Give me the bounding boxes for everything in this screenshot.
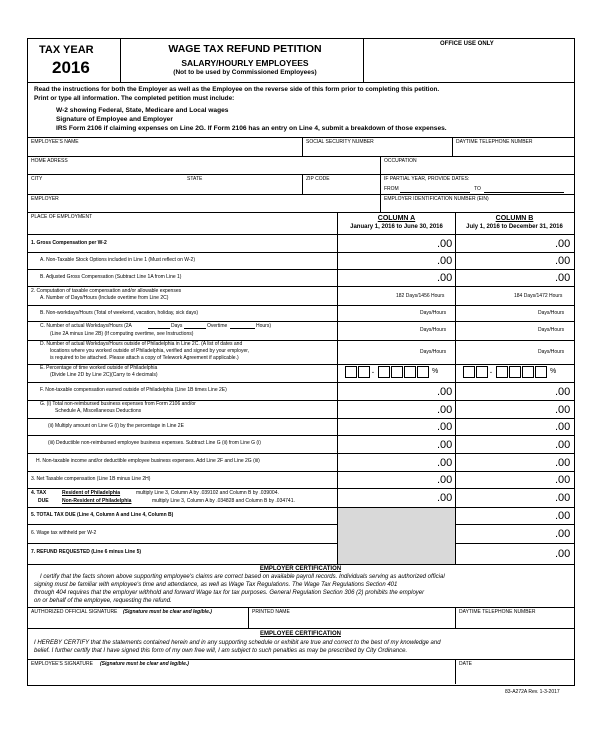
city-field[interactable] [28, 175, 178, 193]
form-frame [27, 38, 575, 686]
line-1a-col-b[interactable]: .00 [555, 255, 571, 267]
line-2gii-col-b[interactable]: .00 [555, 421, 571, 433]
line-2b-col-a[interactable]: Days/Hours [420, 310, 447, 316]
line-1b-col-a[interactable]: .00 [437, 272, 453, 284]
line-4-col-a[interactable]: .00 [437, 492, 453, 504]
header-divider-right [363, 38, 364, 82]
line-3-label: 3. Net Taxable compensation (Line 1B minus Line 2H) [31, 476, 151, 482]
line-1-col-a[interactable]: .00 [437, 238, 453, 250]
line-2d-col-b[interactable]: Days/Hours [538, 349, 565, 355]
column-b-dates: July 1, 2016 to December 31, 2016 [466, 224, 563, 230]
form-note: (Not to be used by Commissioned Employees) [173, 69, 317, 76]
employer-cert-text-1: I certify that the facts shown above supporting employee's claims are correct based on available payroll records. Individuals serving as authorized official [40, 574, 445, 580]
form-title: WAGE TAX REFUND PETITION [168, 43, 322, 55]
line-3-col-b[interactable]: .00 [555, 474, 571, 486]
line-2gii-col-a[interactable]: .00 [437, 421, 453, 433]
line-2b-col-b[interactable]: Days/Hours [538, 310, 565, 316]
line-2-label: 2. Computation of taxable compensation and/or allowable expenses [31, 288, 182, 294]
ssn-label: SOCIAL SECURITY NUMBER [306, 139, 374, 145]
pct-b-box-2[interactable] [476, 366, 488, 378]
line-1a-label: A. Non-Taxable Stock Options included in Line 1 (Must reflect on W-2) [40, 257, 195, 263]
to-date-input[interactable] [484, 184, 564, 193]
line-2h-col-b[interactable]: .00 [555, 457, 571, 469]
employer-cert-text-4: on or behalf of the employee, requesting the refund. [34, 598, 172, 604]
line-4-col-b[interactable]: .00 [555, 492, 571, 504]
zip-field[interactable] [303, 175, 379, 193]
line-4-due-label: DUE [38, 498, 49, 504]
employer-signature-note: (Signature must be clear and legible.) [123, 609, 212, 615]
line-2c-hours-label: Hours) [256, 323, 272, 329]
pct-a-box-3[interactable] [378, 366, 390, 378]
line-2h-label: H. Non-taxable income and/or deductible employee business expenses. Add Line 2F and Line 2G (iii) [36, 458, 260, 464]
line-2b-label: B. Non-workdays/Hours (Total of weekend, vacation, holiday, sick days) [40, 310, 199, 316]
employer-field[interactable] [28, 195, 379, 211]
employee-signature-note: (Signature must be clear and legible.) [100, 661, 189, 667]
employer-cert-text-2: signing must be familiar with employee's time and attendance, as well as Wage Tax Regulations. The Wage Tax Regulations Section 401 [34, 582, 398, 588]
header-bottom-rule [27, 82, 574, 83]
line-2f-col-b[interactable]: .00 [555, 386, 571, 398]
tax-year-label: TAX YEAR [39, 44, 94, 56]
line-2c-days-label: Days [171, 323, 183, 329]
employer-signature-field[interactable] [28, 608, 247, 627]
occupation-field[interactable] [381, 157, 572, 173]
zip-label: ZIP CODE [306, 176, 330, 182]
instructions-line2: Print or type all information. The completed petition must include: [34, 95, 235, 102]
employer-phone-label: DAYTIME TELEPHONE NUMBER [459, 609, 536, 615]
column-a-dates: January 1, 2016 to June 30, 2016 [350, 224, 443, 230]
pct-b-box-5[interactable] [522, 366, 534, 378]
employee-cert-title: EMPLOYEE CERTIFICATION [260, 631, 341, 637]
city-label: CITY [31, 176, 43, 182]
instructions-item3: IRS Form 2106 if claiming expenses on Line 2G. If Form 2106 has an entry on Line 4, submit a breakdown of those expenses. [56, 125, 447, 132]
line-2a-label: A. Number of Days/Hours (Include overtime from Line 2C) [40, 295, 169, 301]
line-1b-label: B. Adjusted Gross Compensation (Subtract Line 1A from Line 1) [40, 274, 182, 280]
pct-a-box-2[interactable] [358, 366, 370, 378]
column-b-title: COLUMN B [495, 215, 534, 222]
printed-name-label: PRINTED NAME [252, 609, 290, 615]
pct-b-box-1[interactable] [463, 366, 475, 378]
instructions-line1: Read the instructions for both the Employer as well as the Employee on the reverse side of this form prior to completing this petition. [34, 86, 440, 93]
state-label: STATE [187, 176, 203, 182]
line-1b-col-b[interactable]: .00 [555, 272, 571, 284]
line-2c-note: (Line 2A minus Line 2B) (If computing overtime, see Instructions) [50, 331, 194, 337]
place-of-employment-label: PLACE OF EMPLOYMENT [31, 214, 93, 220]
tax-year-value: 2016 [52, 58, 90, 77]
employee-cert-text-1: I HEREBY CERTIFY that the statements contained herein and in any supporting schedule or exhibit are true and correct to the best of my knowledge and [34, 640, 441, 646]
home-address-field[interactable] [28, 157, 379, 173]
line-4-tax-label: 4. TAX [31, 490, 47, 496]
line-5-col-b[interactable]: .00 [555, 510, 571, 522]
employee-signature-field[interactable] [28, 660, 454, 683]
pct-b-box-6[interactable] [535, 366, 547, 378]
line-2d-label-3: is required to be attached. Please attach a copy of Telework Agreement if applicable.) [50, 355, 239, 361]
to-label: TO [474, 186, 481, 192]
line-2giii-label: (iii) Deductible non-reimbursed employee business expenses. Subtract Line G (ii) from Line G (i) [48, 440, 261, 446]
state-field[interactable] [180, 175, 300, 193]
line-3-col-a[interactable]: .00 [437, 474, 453, 486]
ein-field[interactable] [381, 195, 572, 211]
line-6-col-b[interactable]: .00 [555, 528, 571, 540]
line-2e-label-1: E. Percentage of time worked outside of Philadelphia [40, 365, 158, 371]
printed-name-field[interactable] [249, 608, 454, 627]
ssn-field[interactable] [303, 138, 451, 155]
header-divider-left [120, 38, 121, 82]
line-2f-label: F. Non-taxable compensation earned outside of Philadelphia (Line 1B times Line 2E) [40, 387, 227, 393]
line-2e-label-2: (Divide Line 2D by Line 2C)(Carry to 4 decimals) [50, 372, 158, 378]
from-date-input[interactable] [400, 184, 470, 193]
line-2c-days-input[interactable] [148, 323, 170, 329]
place-of-employment-field[interactable] [28, 222, 336, 234]
line-4-resident-label: Resident of Philadelphia [62, 490, 121, 496]
line-2g-col-b[interactable]: .00 [555, 404, 571, 416]
line-5-label: 5. TOTAL TAX DUE (Line 4, Column A and Line 4, Column B) [31, 512, 174, 518]
line-1-col-b[interactable]: .00 [555, 238, 571, 250]
line-2a-col-b: 184 Days/1472 Hours [514, 293, 563, 299]
line-1a-col-a[interactable]: .00 [437, 255, 453, 267]
home-address-label: HOME ADRESS [31, 158, 68, 164]
line-2d-col-a[interactable]: Days/Hours [420, 349, 447, 355]
pct-a-box-6[interactable] [417, 366, 429, 378]
line-2a-col-a: 182 Days/1456 Hours [396, 293, 445, 299]
ein-label: EMPLOYER IDENTIFICATION NUMBER (EIN) [384, 196, 489, 202]
occupation-label: OCCUPATION [384, 158, 417, 164]
pct-a-box-5[interactable] [404, 366, 416, 378]
day-phone-label: DAYTIME TELEPHONE NUMBER [456, 139, 533, 145]
line-4-resident-text: multiply Line 3, Column A by .039102 and Column B by .039004. [136, 490, 279, 496]
line-1-label: 1. Gross Compensation per W-2 [31, 240, 107, 246]
line-6-label: 6. Wage tax withheld per W-2 [31, 530, 97, 536]
line-2gii-label: (ii) Multiply amount on Line G (i) by the percentage in Line 2E [48, 423, 184, 429]
employee-name-field[interactable] [28, 138, 301, 155]
pct-a-sign: % [432, 368, 439, 375]
from-label: FROM [384, 186, 399, 192]
line-2g-col-a[interactable]: .00 [437, 404, 453, 416]
line-2c-overtime-label: Overtime [207, 323, 228, 329]
employee-signature-label: EMPLOYEE'S SIGNATURE [31, 661, 93, 667]
pct-b-box-3[interactable] [496, 366, 508, 378]
pct-b-box-4[interactable] [509, 366, 521, 378]
form-subtitle: SALARY/HOURLY EMPLOYEES [181, 58, 309, 68]
line-2c-label: C. Number of actual Workdays/Hours (2A [40, 323, 132, 329]
line-2c-col-b[interactable]: Days/Hours [538, 327, 565, 333]
pct-a-box-1[interactable] [345, 366, 357, 378]
line-2c-overtime-input[interactable] [230, 323, 255, 329]
form-id: 83-A272A Rev. 1-3-2017 [505, 689, 560, 695]
line-4-nonresident-label: Non-Resident of Philadelphia [62, 498, 132, 504]
employee-name-label: EMPLOYEE'S NAME [31, 139, 79, 145]
line-4-nonresident-text: multiply Line 3, Column A by .034828 and Column B by .034741. [152, 498, 295, 504]
column-a-title: COLUMN A [377, 215, 416, 222]
line-2g-label-2: Schedule A, Miscellaneous Deductions [55, 408, 142, 414]
line-2f-col-a[interactable]: .00 [437, 386, 453, 398]
shaded-column-a [338, 508, 455, 564]
office-use-label: OFFICE USE ONLY [440, 41, 494, 47]
line-2h-col-a[interactable]: .00 [437, 457, 453, 469]
line-2d-label-2: locations where you worked outside of Philadelphia, verified and signed by your employer, [50, 348, 250, 354]
employer-cert-text-3: through 404 requires that the employer withhold and forward Wage tax for tax purposes. General Regulation Section 306 (2) prohibits the employer [34, 590, 425, 596]
employer-label: EMPLOYER [31, 196, 59, 202]
employee-date-label: DATE [459, 661, 472, 667]
employee-cert-text-2: belief. I further certify that I have signed this form of my own free will, I am subject to such penalties as may be prescribed by City Ordinance. [34, 648, 408, 654]
line-7-label: 7. REFUND REQUESTED (Line 6 minus Line 5) [31, 549, 142, 555]
line-2c-gap-input[interactable] [184, 323, 206, 329]
pct-a-box-4[interactable] [391, 366, 403, 378]
line-2d-label-1: D. Number of actual Workdays/Hours outside of Philadelphia in Line 2C. (A list of dates and [40, 341, 243, 347]
pct-b-sign: % [550, 368, 557, 375]
employer-signature-label: AUTHORIZED OFFICIAL SIGNATURE [31, 609, 118, 615]
partial-year-label: IF PARTIAL YEAR, PROVIDE DATES: [384, 176, 470, 182]
employer-phone-field[interactable] [456, 608, 572, 627]
line-2g-label-1: G. (i) Total non-reimbursed business expenses from Form 2106 and/or [40, 401, 196, 407]
day-phone-field[interactable] [453, 138, 572, 155]
instructions-item1: W-2 showing Federal, State, Medicare and Local wages [56, 107, 229, 114]
line-2c-col-a[interactable]: Days/Hours [420, 327, 447, 333]
employer-cert-title: EMPLOYER CERTIFICATION [259, 566, 342, 572]
employee-date-field[interactable] [456, 660, 572, 683]
instructions-item2: Signature of Employee and Employer [56, 116, 173, 123]
line-2giii-col-b[interactable]: .00 [555, 439, 571, 451]
line-2giii-col-a[interactable]: .00 [437, 439, 453, 451]
line-7-col-b[interactable]: .00 [555, 548, 571, 560]
